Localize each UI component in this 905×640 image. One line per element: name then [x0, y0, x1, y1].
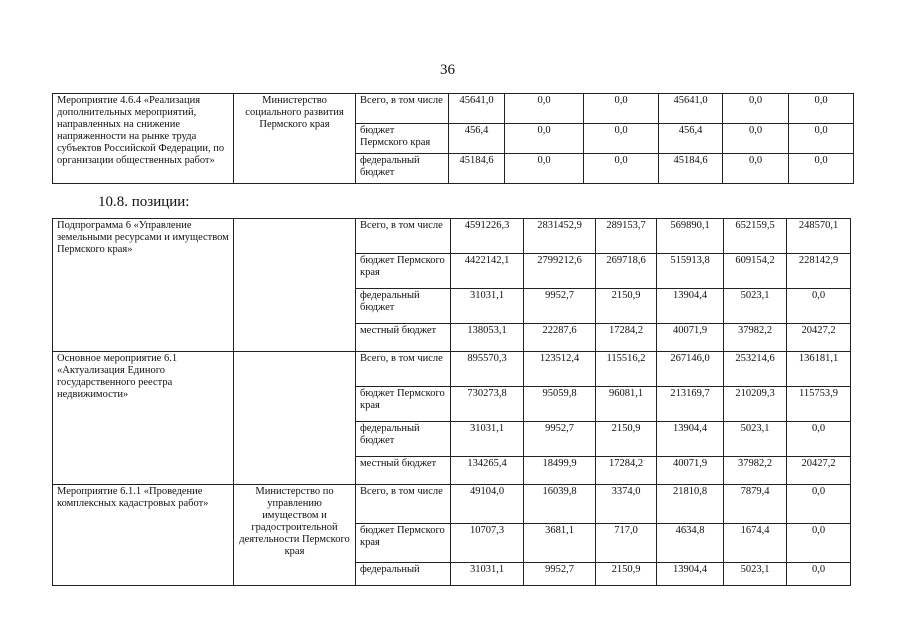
amount-cell: 31031,1 [451, 422, 524, 457]
amount-cell: 16039,8 [524, 485, 596, 524]
amount-cell: 0,0 [505, 124, 584, 154]
amount-cell: 228142,9 [787, 254, 851, 289]
amount-cell: 123512,4 [524, 352, 596, 387]
amount-cell: 40071,9 [657, 324, 724, 352]
executor-name [234, 352, 356, 485]
amount-cell: 40071,9 [657, 457, 724, 485]
amount-cell: 5023,1 [724, 422, 787, 457]
amount-cell: 609154,2 [724, 254, 787, 289]
section-heading: 10.8. позиции: [98, 194, 190, 210]
amount-cell: 49104,0 [451, 485, 524, 524]
funding-source: местный бюджет [356, 324, 451, 352]
budget-table-subprogram-6 [52, 218, 851, 586]
amount-cell: 0,0 [584, 154, 659, 184]
amount-cell: 515913,8 [657, 254, 724, 289]
amount-cell: 0,0 [505, 94, 584, 124]
amount-cell: 0,0 [723, 154, 789, 184]
amount-cell: 7879,4 [724, 485, 787, 524]
amount-cell: 0,0 [787, 422, 851, 457]
amount-cell: 20427,2 [787, 324, 851, 352]
amount-cell: 115516,2 [596, 352, 657, 387]
amount-cell: 31031,1 [451, 563, 524, 586]
funding-source: бюджет Пермского края [356, 254, 451, 289]
amount-cell: 2150,9 [596, 289, 657, 324]
amount-cell: 4591226,3 [451, 219, 524, 254]
amount-cell: 37982,2 [724, 324, 787, 352]
amount-cell: 10707,3 [451, 524, 524, 563]
amount-cell: 2831452,9 [524, 219, 596, 254]
funding-source: федеральный бюджет [356, 289, 451, 324]
amount-cell: 253214,6 [724, 352, 787, 387]
amount-cell: 138053,1 [451, 324, 524, 352]
budget-table-activity-4-6-4 [52, 93, 854, 184]
funding-source: Всего, в том числе [356, 485, 451, 524]
funding-source: федеральный бюджет [356, 154, 449, 184]
amount-cell: 21810,8 [657, 485, 724, 524]
funding-source: Всего, в том числе [356, 94, 449, 124]
amount-cell: 4422142,1 [451, 254, 524, 289]
amount-cell: 5023,1 [724, 289, 787, 324]
amount-cell: 4634,8 [657, 524, 724, 563]
amount-cell: 13904,4 [657, 422, 724, 457]
table-row [53, 94, 854, 124]
amount-cell: 0,0 [584, 124, 659, 154]
amount-cell: 0,0 [789, 124, 854, 154]
amount-cell: 0,0 [787, 524, 851, 563]
activity-name: Основное мероприятие 6.1 «Актуализация Единого государственного реестра недвижимости» [53, 352, 234, 485]
amount-cell: 31031,1 [451, 289, 524, 324]
amount-cell: 9952,7 [524, 563, 596, 586]
amount-cell: 0,0 [789, 94, 854, 124]
amount-cell: 652159,5 [724, 219, 787, 254]
executor-name [234, 219, 356, 352]
funding-source: бюджет Пермского края [356, 524, 451, 563]
amount-cell: 18499,9 [524, 457, 596, 485]
funding-source: Всего, в том числе [356, 219, 451, 254]
amount-cell: 267146,0 [657, 352, 724, 387]
amount-cell: 289153,7 [596, 219, 657, 254]
amount-cell: 248570,1 [787, 219, 851, 254]
activity-name: Мероприятие 4.6.4 «Реализация дополнительных мероприятий, направленных на снижение напряженности на рынке труда субъектов Российской Федерации, по организации общественных работ» [53, 94, 234, 184]
funding-source: Всего, в том числе [356, 352, 451, 387]
amount-cell: 0,0 [723, 94, 789, 124]
amount-cell: 210209,3 [724, 387, 787, 422]
funding-source: местный бюджет [356, 457, 451, 485]
executor-name: Министерство социального развития Пермского края [234, 94, 356, 184]
amount-cell: 0,0 [505, 154, 584, 184]
amount-cell: 2150,9 [596, 422, 657, 457]
funding-source: бюджет Пермского края [356, 124, 449, 154]
amount-cell: 0,0 [789, 154, 854, 184]
amount-cell: 569890,1 [657, 219, 724, 254]
funding-source: бюджет Пермского края [356, 387, 451, 422]
amount-cell: 3374,0 [596, 485, 657, 524]
activity-name: Подпрограмма 6 «Управление земельными ресурсами и имуществом Пермского края» [53, 219, 234, 352]
amount-cell: 17284,2 [596, 324, 657, 352]
table-row [53, 352, 851, 387]
activity-name: Мероприятие 6.1.1 «Проведение комплексных кадастровых работ» [53, 485, 234, 586]
amount-cell: 13904,4 [657, 289, 724, 324]
amount-cell: 213169,7 [657, 387, 724, 422]
amount-cell: 0,0 [787, 485, 851, 524]
amount-cell: 730273,8 [451, 387, 524, 422]
amount-cell: 20427,2 [787, 457, 851, 485]
amount-cell: 45184,6 [659, 154, 723, 184]
amount-cell: 96081,1 [596, 387, 657, 422]
amount-cell: 1674,4 [724, 524, 787, 563]
amount-cell: 37982,2 [724, 457, 787, 485]
amount-cell: 45184,6 [449, 154, 505, 184]
amount-cell: 45641,0 [449, 94, 505, 124]
amount-cell: 0,0 [787, 563, 851, 586]
amount-cell: 136181,1 [787, 352, 851, 387]
amount-cell: 456,4 [659, 124, 723, 154]
amount-cell: 0,0 [723, 124, 789, 154]
amount-cell: 95059,8 [524, 387, 596, 422]
table-row [53, 219, 851, 254]
amount-cell: 3681,1 [524, 524, 596, 563]
funding-source: федеральный [356, 563, 451, 586]
amount-cell: 0,0 [584, 94, 659, 124]
amount-cell: 5023,1 [724, 563, 787, 586]
amount-cell: 22287,6 [524, 324, 596, 352]
amount-cell: 2799212,6 [524, 254, 596, 289]
amount-cell: 9952,7 [524, 422, 596, 457]
amount-cell: 456,4 [449, 124, 505, 154]
table-row [53, 485, 851, 524]
amount-cell: 269718,6 [596, 254, 657, 289]
amount-cell: 2150,9 [596, 563, 657, 586]
amount-cell: 115753,9 [787, 387, 851, 422]
amount-cell: 0,0 [787, 289, 851, 324]
funding-source: федеральный бюджет [356, 422, 451, 457]
amount-cell: 717,0 [596, 524, 657, 563]
amount-cell: 45641,0 [659, 94, 723, 124]
amount-cell: 895570,3 [451, 352, 524, 387]
amount-cell: 13904,4 [657, 563, 724, 586]
amount-cell: 134265,4 [451, 457, 524, 485]
page-number: 36 [440, 62, 455, 78]
executor-name: Министерство по управлению имуществом и градостроительной деятельности Пермского края [234, 485, 356, 586]
amount-cell: 9952,7 [524, 289, 596, 324]
amount-cell: 17284,2 [596, 457, 657, 485]
